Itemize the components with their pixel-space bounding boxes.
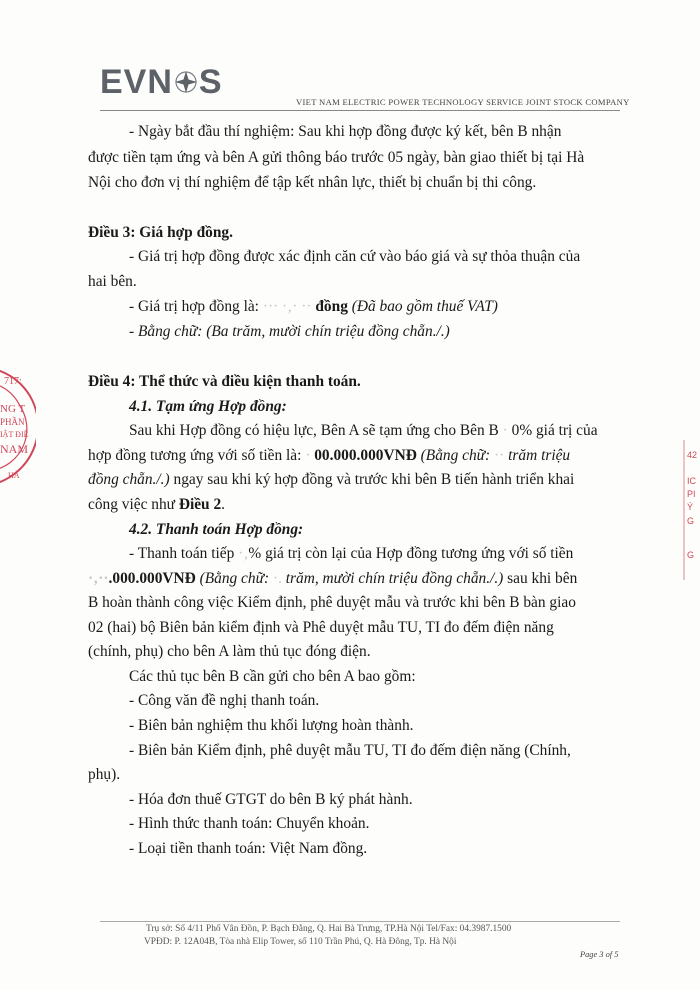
text-line: B hoàn thành công việc Kiểm định, phê duyệt mẫu và trước khi bên B bàn giao [88,594,576,611]
stamp-text: IẬT ĐIỆ [0,430,29,439]
list-item: - Biên bản nghiệm thu khối lượng hoàn thành. [129,717,414,734]
text-line: (chính, phụ) cho bên A làm thủ tục đóng điện. [88,643,371,660]
text-line: phụ). [88,766,121,783]
list-item: - Hình thức thanh toán: Chuyển khoản. [129,815,370,832]
text-line: 02 (hai) bộ Biên bản kiểm định và Phê duyệt mẫu TU, TI đo đếm điện năng [88,619,554,636]
stamp-text: IC [687,476,696,486]
footer-office: VPĐD: P. 12A04B, Tòa nhà Elip Tower, số 110 Trần Phú, Q. Hà Đông, Tp. Hà Nội [144,937,457,947]
section-4-1-heading: 4.1. Tạm ứng Hợp đồng: [129,398,287,415]
page-number: Page 3 of 5 [580,950,619,959]
stamp-text: NAM [0,442,29,456]
star-icon [173,69,199,95]
redacted-percent: ·‚ [234,545,249,562]
text-line: Sau khi Hợp đồng có hiệu lực, Bên A sẽ tạm ứng cho Bên B · 0% giá trị của [129,422,598,439]
stamp-text: 717: [4,376,22,387]
red-stamp-fragment [0,366,36,490]
text-line: ·‚··.000.000VNĐ (Bằng chữ: ·. trăm, mười chín triệu đồng chẵn./.) sau khi bên [88,570,578,587]
stamp-text: Ý [687,502,694,512]
text-line: hợp đồng tương ứng với số tiền là: · 00.000.000VNĐ (Bằng chữ: ·· trăm triệu [88,447,571,464]
redacted-word: ·· [490,447,509,464]
list-item: - Biên bản Kiểm định, phê duyệt mẫu TU, TI đo đếm điện năng (Chính, [129,742,571,759]
text-line: đồng chẵn./.) ngay sau khi ký hợp đồng và trước khi bên B tiến hành triển khai [88,471,575,488]
list-item: - Loại tiền thanh toán: Việt Nam đồng. [129,840,368,857]
redacted-percent: · [498,422,512,439]
text-line: công việc như Điều 2. [88,496,226,513]
redacted-amount: ·‚·· [88,570,109,587]
list-item: - Hóa đơn thuế GTGT do bên B ký phát hành. [129,791,413,808]
logo-left-text: EVN [100,63,173,101]
stamp-text: PHẦN [0,417,25,427]
stamp-text: 42 [687,450,698,460]
stamp-text: G [687,550,695,560]
logo-right-text: S [198,63,223,101]
footer-divider [100,921,620,922]
stamp-text: NG T [0,403,26,415]
stamp-text: G [687,516,695,526]
text-line: - Thanh toán tiếp ·‚% giá trị còn lại của Hợp đồng tương ứng với số tiền [129,545,574,562]
evn-logo [100,62,223,102]
header-divider [100,110,620,111]
contract-value-line: - Giá trị hợp đồng là: ··· ·‚· ·· đồng (Đã bao gồm thuế VAT) [129,298,498,315]
footer-headquarters: Trụ sở: Số 4/11 Phố Vân Đồn, P. Bạch Đằng, Q. Hai Bà Trưng, TP.Hà Nội Tel/Fax: 04.3987.1500 [146,924,512,934]
text-line: - Ngày bắt đầu thí nghiệm: Sau khi hợp đồng được ký kết, bên B nhận [129,123,562,140]
company-name: VIET NAM ELECTRIC POWER TECHNOLOGY SERVICE JOINT STOCK COMPANY [296,97,630,107]
red-stamp-fragment-right [683,440,700,580]
text-line: hai bên. [88,273,137,290]
text-line: Nội cho đơn vị thí nghiệm để tập kết nhân lực, thiết bị chuẩn bị thi công. [88,174,537,191]
text-line: Các thủ tục bên B cần gửi cho bên A bao gồm: [129,668,416,685]
redacted-word: ·. [269,570,286,587]
amount-in-words: - Bằng chữ: (Ba trăm, mười chín triệu đồng chẵn./.) [129,323,450,340]
text-line: được tiền tạm ứng và bên A gửi thông báo trước 05 ngày, bàn giao thiết bị tại Hà [88,149,585,166]
list-item: - Công văn đề nghị thanh toán. [129,692,320,709]
stamp-text: PI [687,489,696,499]
section-4-2-heading: 4.2. Thanh toán Hợp đồng: [129,521,304,538]
redacted-amount: · [301,447,315,464]
stamp-text: HÀ [8,471,20,480]
text-line: - Giá trị hợp đồng được xác định căn cứ vào báo giá và sự thỏa thuận của [129,248,581,265]
article-3-heading: Điều 3: Giá hợp đồng. [88,224,233,241]
article-4-heading: Điều 4: Thể thức và điều kiện thanh toán. [88,373,361,390]
redacted-amount: ··· ·‚· ·· [258,298,316,315]
